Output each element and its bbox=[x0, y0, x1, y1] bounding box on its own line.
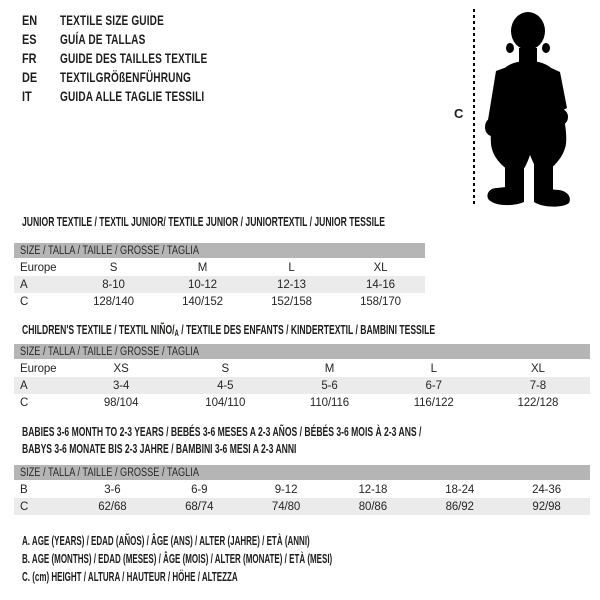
size-cell: 3-6 bbox=[104, 483, 121, 496]
language-row-es bbox=[22, 29, 265, 48]
table-row bbox=[14, 377, 590, 394]
language-code: DE bbox=[22, 68, 38, 85]
children-title-part1: CHILDREN'S TEXTILE / TEXTIL NIÑO/ bbox=[22, 322, 175, 337]
language-title-list bbox=[22, 10, 265, 105]
size-cell: 128/140 bbox=[93, 295, 134, 308]
table-row bbox=[14, 394, 590, 411]
row-label: Europe bbox=[20, 261, 57, 274]
legend-age-months: B. AGE (MONTHS) / EDAD (MESES) / ÂGE (MOIS) / ALTER (MONATE) / ETÀ (MESI) bbox=[22, 552, 333, 566]
babies-size-table bbox=[14, 465, 590, 515]
size-cell: 116/122 bbox=[413, 396, 454, 409]
table-row bbox=[14, 360, 590, 377]
size-cell: M bbox=[197, 261, 208, 274]
guide-title-de: TEXTILGRÖßENFÜHRUNG bbox=[60, 68, 191, 85]
guide-title-es: GUÍA DE TALLAS bbox=[60, 30, 146, 47]
language-row-it bbox=[22, 86, 265, 105]
size-cell: XL bbox=[530, 362, 545, 375]
language-row-fr bbox=[22, 48, 265, 67]
language-row-en bbox=[22, 10, 265, 29]
size-cell: 5-6 bbox=[321, 379, 338, 392]
language-code: ES bbox=[22, 30, 37, 47]
size-cell: S bbox=[221, 362, 230, 375]
size-cell: 6-9 bbox=[191, 483, 208, 496]
size-cell: 12-13 bbox=[277, 278, 306, 291]
guide-title-fr: GUIDE DES TAILLES TEXTILE bbox=[60, 49, 208, 66]
size-cell: S bbox=[109, 261, 118, 274]
size-cell: 152/158 bbox=[271, 295, 312, 308]
babies-section-title bbox=[22, 424, 421, 457]
size-cell: 158/170 bbox=[360, 295, 401, 308]
size-cell: 8-10 bbox=[102, 278, 125, 291]
size-cell: 104/110 bbox=[205, 396, 246, 409]
size-header-bar bbox=[14, 465, 590, 480]
size-cell: 80/86 bbox=[358, 500, 388, 513]
size-cell: 74/80 bbox=[271, 500, 301, 513]
size-cell: 4-5 bbox=[217, 379, 234, 392]
size-cell: 140/152 bbox=[182, 295, 223, 308]
table-row bbox=[14, 259, 425, 276]
size-cell: 9-12 bbox=[274, 483, 298, 496]
language-code: IT bbox=[22, 87, 32, 104]
height-measure-dotted-line bbox=[473, 9, 475, 207]
size-cell: 14-16 bbox=[366, 278, 395, 291]
junior-section-title: JUNIOR TEXTILE / TEXTIL JUNIOR/ TEXTILE JUNIOR / JUNIORTEXTIL / JUNIOR TESSILE bbox=[22, 214, 385, 229]
table-row bbox=[14, 276, 425, 293]
height-measure-label: C bbox=[454, 106, 464, 121]
row-label: C bbox=[20, 500, 29, 513]
size-cell: 98/104 bbox=[103, 396, 139, 409]
size-cell: 24-36 bbox=[532, 483, 562, 496]
size-header-text: SIZE / TALLA / TAILLE / GRÖSSE / TAGLIA bbox=[20, 466, 199, 479]
size-cell: 92/98 bbox=[532, 500, 561, 513]
table-row bbox=[14, 481, 590, 498]
size-cell: 62/68 bbox=[98, 500, 127, 513]
size-cell: 86/92 bbox=[445, 500, 474, 513]
babies-title-line1: BABIES 3-6 MONTH TO 2-3 YEARS / BEBÉS 3-6 MESES A 2-3 AÑOS / BÉBÉS 3-6 MOIS À 2-3 ANS / bbox=[22, 424, 422, 439]
size-cell: 122/128 bbox=[517, 396, 559, 409]
children-title-part2: / TEXTILE DES ENFANTS / KINDERTEXTIL / BAMBINI TESSILE bbox=[178, 322, 436, 337]
size-cell: L bbox=[288, 261, 295, 274]
size-cell: XL bbox=[373, 261, 388, 274]
children-title-subscript: A bbox=[174, 328, 179, 338]
table-row bbox=[14, 293, 425, 310]
row-label: A bbox=[20, 278, 28, 291]
size-cell: L bbox=[430, 362, 437, 375]
legend-block bbox=[22, 534, 507, 588]
legend-height-cm: C. (cm) HEIGHT / ALTURA / HAUTEUR / HÖHE / ALTEZZA bbox=[22, 570, 238, 584]
size-header-text: SIZE / TALLA / TAILLE / GRÖSSE / TAGLIA bbox=[20, 244, 199, 257]
junior-size-table bbox=[14, 243, 425, 310]
language-code: EN bbox=[22, 11, 38, 28]
size-cell: 7-8 bbox=[529, 379, 547, 392]
legend-age-years: A. AGE (YEARS) / EDAD (AÑOS) / ÂGE (ANS) / ALTER (JAHRE) / ETÀ (ANNI) bbox=[22, 534, 310, 548]
size-cell: 10-12 bbox=[188, 278, 217, 291]
children-section-title bbox=[22, 322, 435, 342]
row-label: Europe bbox=[20, 362, 57, 375]
size-cell: 3-4 bbox=[112, 379, 130, 392]
row-label: A bbox=[20, 379, 28, 392]
table-row bbox=[14, 498, 590, 515]
size-header-bar bbox=[14, 243, 425, 258]
size-header-bar bbox=[14, 344, 590, 359]
size-cell: M bbox=[324, 362, 335, 375]
row-label: C bbox=[20, 396, 29, 409]
children-size-table bbox=[14, 344, 590, 411]
size-cell: 6-7 bbox=[425, 379, 442, 392]
toddler-silhouette-icon bbox=[481, 8, 575, 208]
size-header-text: SIZE / TALLA / TAILLE / GRÖSSE / TAGLIA bbox=[20, 345, 199, 358]
babies-title-line2: BABYS 3-6 MONATE BIS 2-3 JAHRE / BAMBINI 3-6 MESI A 2-3 ANNI bbox=[22, 440, 297, 456]
guide-title-it: GUIDA ALLE TAGLIE TESSILI bbox=[60, 87, 205, 104]
language-row-de bbox=[22, 67, 265, 86]
row-label: C bbox=[20, 295, 29, 308]
size-cell: XS bbox=[113, 362, 129, 375]
language-code: FR bbox=[22, 49, 37, 66]
size-cell: 110/116 bbox=[309, 396, 350, 409]
guide-title-en: TEXTILE SIZE GUIDE bbox=[60, 11, 164, 28]
row-label: B bbox=[20, 483, 28, 496]
size-cell: 18-24 bbox=[445, 483, 475, 496]
size-cell: 12-18 bbox=[358, 483, 388, 496]
size-cell: 68/74 bbox=[185, 500, 214, 513]
